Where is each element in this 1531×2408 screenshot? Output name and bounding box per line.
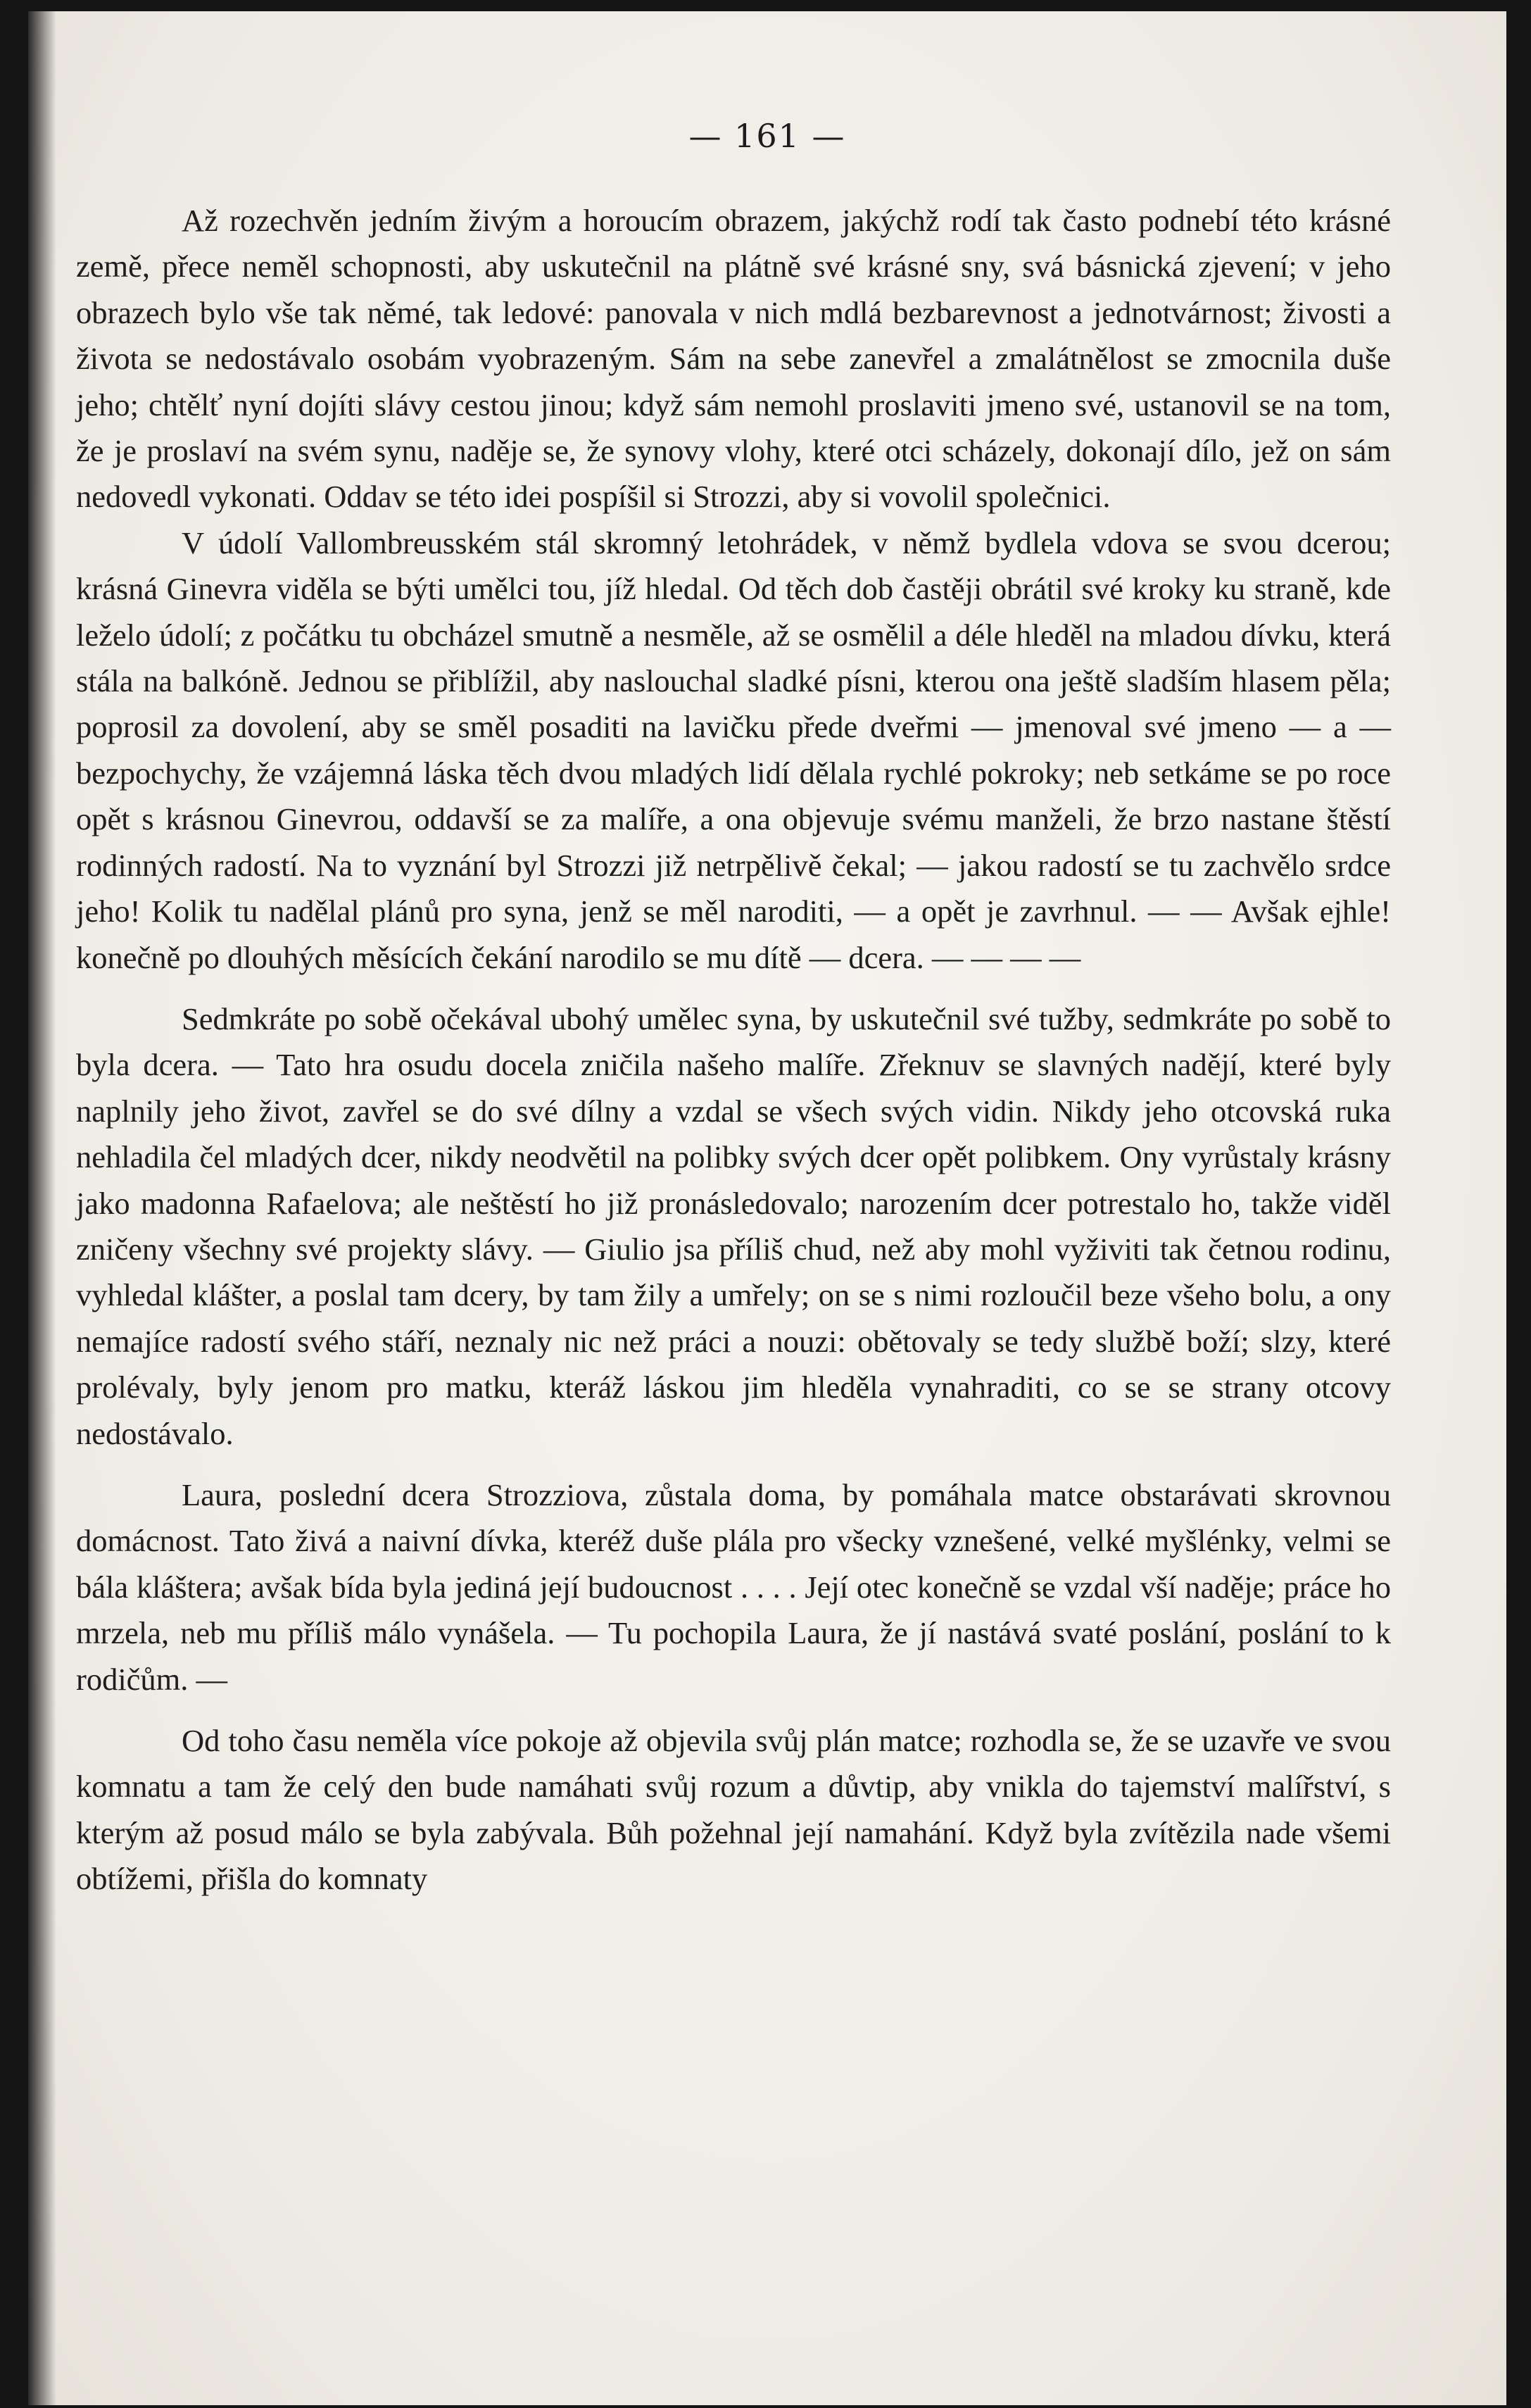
page-number: — 161 — xyxy=(688,117,846,155)
paragraph-5: Od toho času neměla více pokoje až objevila svůj plán matce; rozhodla se, že se uzavře ve svou komnatu a tam že celý den bude namáhati svůj rozum a důvtip, aby vnikla do tajemství malířství, s kterým až posud málo se byla zabývala. Bůh požehnal její namahání. Když byla zvítězila nade všemi obtížemi, přišla do komnaty xyxy=(76,1723,1391,1897)
body-text xyxy=(76,198,1391,1902)
paragraph-2: V údolí Vallombreusském stál skromný letohrádek, v němž bydlela vdova se svou dcerou; krásná Ginevra viděla se býti umělci tou, jíž hledal. Od těch dob častěji obrátil své kroky ku straně, kde leželo údolí; z počátku tu obcházel smutně a nesměle, až se osmělil a déle hleděl na mladou dívku, která stála na balkóně. Jednou se přiblížil, aby naslouchal sladké písni, kterou ona ještě sladším hlasem pěla; poprosil za dovolení, aby se směl posaditi na lavičku přede dveřmi — jmenoval své jmeno — a — bezpochychy, že vzájemná láska těch dvou mladých lidí dělala rychlé pokroky; neb setkáme se po roce opět s krásnou Ginevrou, oddavší se za malíře, a ona objevuje svému manželi, že brzo nastane štěstí rodinných radostí. Na to vyznání byl Strozzi již netrpělivě čekal; — jakou radostí se tu zachvělo srdce jeho! Kolik tu nadělal plánů pro syna, jenž se měl naroditi, — a opět je zavrhnul. — — Avšak ejhle! konečně po dlouhých měsících čekání narodilo se mu dítě — dcera. — — — — xyxy=(76,525,1391,975)
book-page xyxy=(28,11,1506,2405)
paragraph-1: Až rozechvěn jedním živým a horoucím obrazem, jakýchž rodí tak často podnebí této krásné země, přece neměl schopnosti, aby uskutečnil na plátně své krásné sny, svá básnická zjevení; v jeho obrazech bylo vše tak němé, tak ledové: panovala v nich mdlá bezbarevnost a jednotvárnost; živosti a života se nedostávalo osobám vyobrazeným. Sám na sebe zanevřel a zmalátnělost se zmocnila duše jeho; chtělť nyní dojíti slávy cestou jinou; když sám nemohl proslaviti jmeno své, ustanovil se na tom, že je proslaví na svém synu, naděje se, že synovy vlohy, které otci scházely, dokonají dílo, jež on sám nedovedl vykonati. Oddav se této idei pospíšil si Strozzi, aby si vovolil společnici. xyxy=(76,203,1391,515)
paragraph-3: Sedmkráte po sobě očekával ubohý umělec syna, by uskutečnil své tužby, sedmkráte po sobě to byla dcera. — Tato hra osudu docela zničila našeho malíře. Zřeknuv se slavných nadějí, které byly naplnily jeho život, zavřel se do své dílny a vzdal se všech svých vidin. Nikdy jeho otcovská ruka nehladila čel mladých dcer, nikdy neodvětil na polibky svých dcer opět polibkem. Ony vyrůstaly krásny jako madonna Rafaelova; ale neštěstí ho již pronásledovalo; narozením dcer potrestalo ho, takže viděl zničeny všechny své projekty slávy. — Giulio jsa příliš chud, než aby mohl vyživiti tak četnou rodinu, vyhledal klášter, a poslal tam dcery, by tam žily a umřely; on se s nimi rozloučil beze všeho bolu, a ony nemajíce radostí svého stáří, neznaly nic než práci a nouzi: obětovaly se tedy službě boží; slzy, které prolévaly, byly jenom pro matku, kteráž láskou jim hleděla vynahraditi, co se se strany otcovy nedostávalo. xyxy=(76,1001,1391,1451)
paragraph-4: Laura, poslední dcera Strozziova, zůstala doma, by pomáhala matce obstarávati skrovnou domácnost. Tato živá a naivní dívka, kteréž duše plála pro všecky vznešené, velké myšlénky, velmi se bála kláštera; avšak bída byla jediná její budoucnost . . . . Její otec konečně se vzdal vší naděje; práce ho mrzela, neb mu příliš málo vynášela. — Tu pochopila Laura, že jí nastává svaté poslání, poslání to k rodičům. — xyxy=(76,1476,1391,1697)
binding-shadow xyxy=(28,11,56,2405)
